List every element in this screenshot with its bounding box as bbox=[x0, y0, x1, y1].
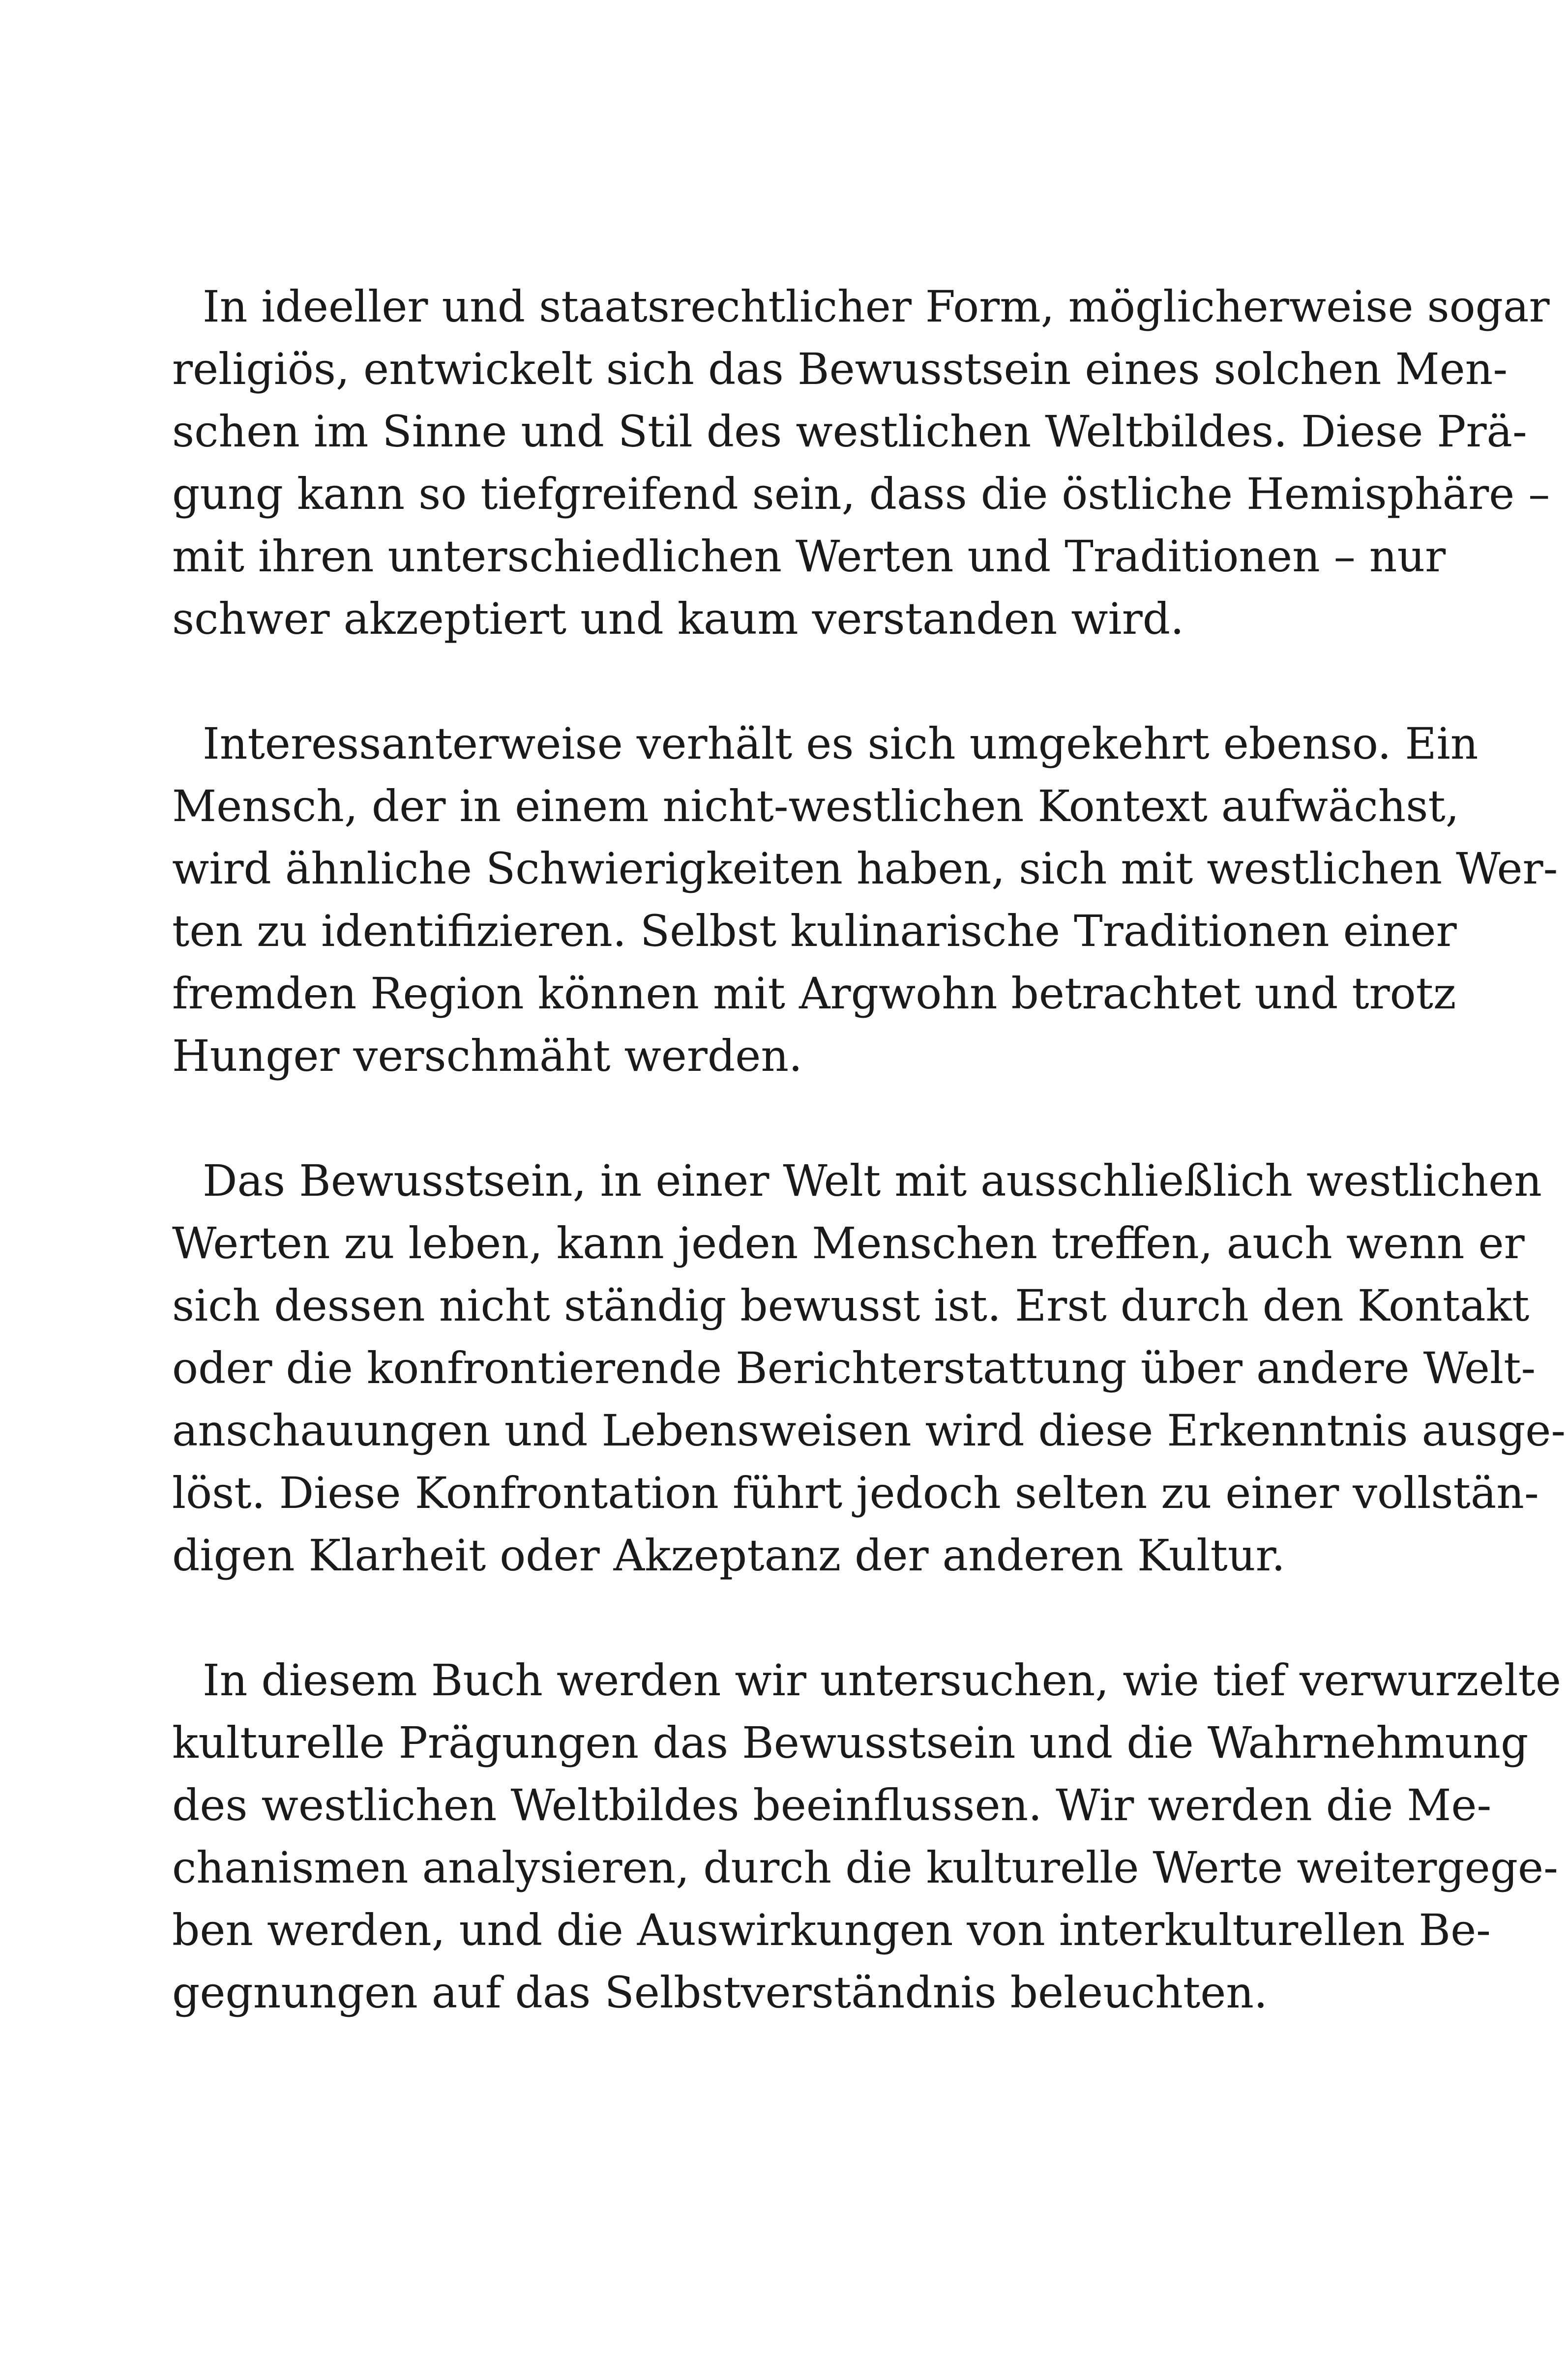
paragraph-spacer bbox=[172, 650, 1323, 712]
text-line: löst. Diese Konfrontation führt jedoch selten zu einer vollstän- bbox=[172, 1468, 1539, 1518]
text-line: In ideeller und staatsrechtlicher Form, möglicherweise sogar bbox=[203, 281, 1550, 332]
paragraph-spacer bbox=[172, 1087, 1323, 1150]
paragraph-2 bbox=[172, 712, 1558, 1087]
text-line: Interessanterweise verhält es sich umgekehrt ebenso. Ein bbox=[203, 718, 1479, 769]
body-text bbox=[172, 275, 1566, 2024]
text-line: schwer akzeptiert und kaum verstanden wird. bbox=[172, 593, 1184, 644]
text-line: ben werden, und die Auswirkungen von interkulturellen Be- bbox=[172, 1905, 1491, 1955]
text-line: anschauungen und Lebensweisen wird diese Erkenntnis ausge- bbox=[172, 1405, 1566, 1456]
text-line: religiös, entwickelt sich das Bewusstsein eines solchen Men- bbox=[172, 344, 1508, 394]
text-line: gung kann so tiefgreifend sein, dass die östliche Hemisphäre – bbox=[172, 469, 1550, 519]
paragraph-3 bbox=[172, 1150, 1566, 1587]
paragraph-1 bbox=[172, 275, 1550, 650]
text-line: Mensch, der in einem nicht-westlichen Kontext aufwächst, bbox=[172, 781, 1459, 831]
text-line: In diesem Buch werden wir untersuchen, wie tief verwurzelte bbox=[203, 1655, 1561, 1706]
text-line: kulturelle Prägungen das Bewusstsein und die Wahrnehmung bbox=[172, 1717, 1529, 1768]
text-line: oder die konfrontierende Berichterstattung über andere Welt- bbox=[172, 1343, 1536, 1393]
text-line: schen im Sinne und Stil des westlichen Weltbildes. Diese Prä- bbox=[172, 406, 1527, 457]
text-line: fremden Region können mit Argwohn betrachtet und trotz bbox=[172, 968, 1456, 1019]
text-line: Das Bewusstsein, in einer Welt mit ausschließlich westlichen bbox=[203, 1155, 1542, 1206]
text-line: sich dessen nicht ständig bewusst ist. Erst durch den Kontakt bbox=[172, 1280, 1530, 1331]
text-line: digen Klarheit oder Akzeptanz der anderen Kultur. bbox=[172, 1530, 1285, 1581]
text-line: ten zu identifizieren. Selbst kulinarische Traditionen einer bbox=[172, 906, 1457, 956]
text-line: chanismen analysieren, durch die kulturelle Werte weitergege- bbox=[172, 1842, 1558, 1893]
text-line: wird ähnliche Schwierigkeiten haben, sich mit westlichen Wer- bbox=[172, 843, 1558, 894]
paragraph-4 bbox=[172, 1649, 1561, 2024]
paragraph-spacer bbox=[172, 1587, 1323, 1649]
text-line: mit ihren unterschiedlichen Werten und Traditionen – nur bbox=[172, 531, 1446, 582]
text-line: Hunger verschmäht werden. bbox=[172, 1031, 802, 1081]
text-line: des westlichen Weltbildes beeinflussen. Wir werden die Me- bbox=[172, 1780, 1492, 1830]
text-line: Werten zu leben, kann jeden Menschen treffen, auch wenn er bbox=[172, 1218, 1525, 1268]
text-line: gegnungen auf das Selbstverständnis beleuchten. bbox=[172, 1967, 1268, 2018]
